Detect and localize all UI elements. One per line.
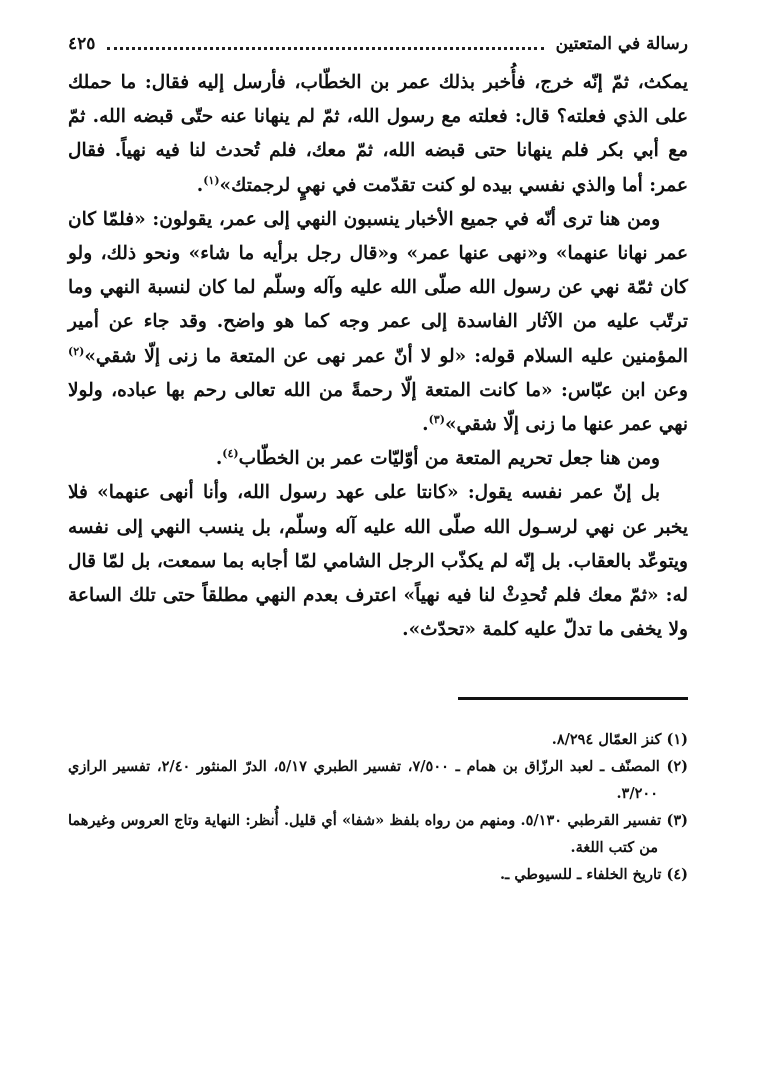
paragraph-4: بل إنّ عمر نفسه يقول: «كانتا على عهد رسول الله، وأنا أنهى عنهما» فلا يخبر عن نهي لرسـول الله صلّى الله عليه آله وسلّم، بل ينسب النهي إلى نفسه ويتوعّد بالعقاب. بل إنّه لم يكذّب الرجل الشامي لمّا أجابه بما سمعت، بل لمّا قال له: «ثمّ معك فلم تُحدِثْ لنا فيه نهياً» اعترف بعدم النهي مطلقاً حتى تلك الساعة ولا يخفى ما تدلّ عليه كلمة «تحدّث». bbox=[68, 482, 688, 641]
footnote-ref-3[interactable]: (٣) bbox=[428, 412, 445, 426]
paragraph-1: يمكث، ثمّ إنّه خرج، فأُخبر بذلك عمر بن الخطّاب، فأرسل إليه فقال: ما حملك على الذي فعلته؟ قال: فعلته مع رسول الله، ثمّ لم ينهانا عنه حتّى قبضه الله. ثمّ مع أبي بكر فلم ينهانا حتى قبضه الله، ثمّ معك، فلم تُحدث لنا فيه نهياً. فقال عمر: أما والذي نفسي بيده لو كنت تقدّمت في نهيٍ لرجمتك»$^{(١)}$. bbox=[68, 72, 688, 196]
main-text bbox=[68, 66, 688, 647]
footnote-ref-4[interactable]: (٤) bbox=[222, 447, 239, 461]
running-header bbox=[68, 26, 688, 62]
footnote-4: (٤) تاريخ الخلفاء ـ للسيوطي ـ. bbox=[500, 866, 688, 884]
footnote-ref-1[interactable]: (١) bbox=[203, 173, 220, 187]
footnote-3: (٣) تفسير القرطبي ٥/١٣٠. ومنهم من رواه بلفظ «شفا» أي قليل. أُنظر: النهاية وتاج العروس وغيرهما من كتب اللغة. bbox=[68, 812, 688, 857]
book-page bbox=[68, 26, 688, 888]
dot-leader bbox=[107, 39, 543, 50]
page-number: ٤٢٥ bbox=[68, 34, 96, 54]
footnotes bbox=[68, 726, 688, 888]
running-title: رسالة في المتعتين bbox=[555, 34, 688, 54]
footnote-2: (٢) المصنّف ـ لعبد الرزّاق بن همام ـ ٧/٥٠٠، تفسير الطبري ٥/١٧، الدرّ المنثور ٢/٤٠، تفسير الرازي ٣/٢٠٠. bbox=[68, 758, 688, 803]
paragraph-2: ومن هنا ترى أنّه في جميع الأخبار ينسبون النهي إلى عمر، يقولون: «فلمّا كان عمر نهانا عنهما» و«نهى عنها عمر» و«قال رجل برأيه ما شاء» ونحو ذلك، ولو كان ثمّة نهي عن رسول الله صلّى الله عليه وآله وسلّم لما كان لنسبة النهي وما ترتّب عليه من الآثار الفاسدة إلى عمر وجه كما هو واضح. وقد جاء عن أمير المؤمنين عليه السلام قوله: «لو لا أنّ عمر نهى عن المتعة ما زنى إلّا شقي»$^{(٢)}$ وعن ابن عبّاس: «ما كانت المتعة إلّا رحمةً من الله تعالى رحم بها عباده، ولولا نهي عمر عنها ما زنى إلّا شقي»$^{(٣)}$. bbox=[68, 208, 688, 436]
paragraph-3: ومن هنا جعل تحريم المتعة من أوّليّات عمر بن الخطّاب$^{(٤)}$. bbox=[215, 447, 660, 470]
footnote-1: (١) كنز العمّال ٨/٢٩٤. bbox=[551, 731, 688, 749]
footnote-ref-2[interactable]: (٢) bbox=[68, 344, 85, 358]
footnote-separator bbox=[458, 697, 688, 700]
